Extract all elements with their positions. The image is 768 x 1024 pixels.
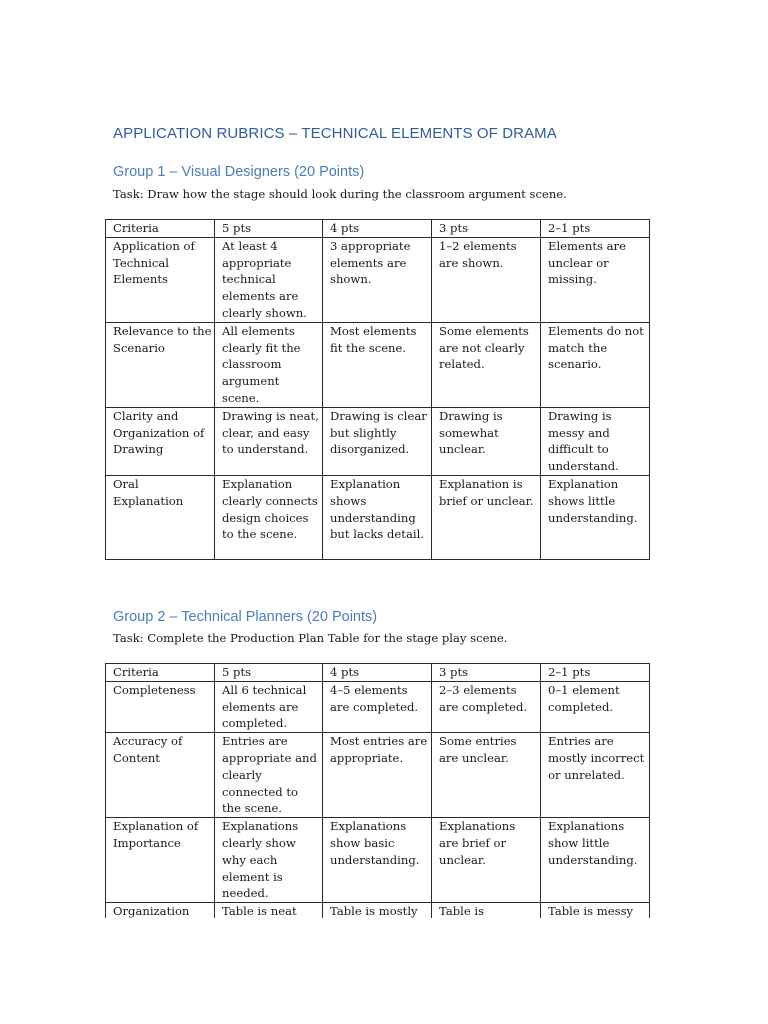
score-3-cell: Table is	[432, 903, 541, 918]
group2-task: Task: Complete the Production Plan Table for the stage play scene.	[113, 631, 508, 645]
score-4-cell: 4–5 elements are completed.	[323, 681, 432, 732]
header-4-pts: 4 pts	[323, 664, 432, 682]
header-2-1-pts: 2–1 pts	[541, 664, 650, 682]
score-5-cell: All 6 technical elements are completed.	[215, 681, 323, 732]
criteria-cell: Explanation of Importance	[106, 818, 215, 903]
criteria-cell: Completeness	[106, 681, 215, 732]
score-4-cell: Most elements fit the scene.	[323, 322, 432, 407]
group2-heading: Group 2 – Technical Planners (20 Points)	[113, 609, 378, 625]
criteria-cell: Organization	[106, 903, 215, 918]
table-row	[106, 818, 650, 903]
score-4-cell: Explanations show basic understanding.	[323, 818, 432, 903]
score-5-cell: Explanation clearly connects design choices to the scene.	[215, 475, 323, 559]
page-title: APPLICATION RUBRICS – TECHNICAL ELEMENTS OF DRAMA	[113, 125, 557, 142]
header-2-1-pts: 2–1 pts	[541, 220, 650, 238]
score-2-1-cell: Explanation shows little understanding.	[541, 475, 650, 559]
score-5-cell: At least 4 appropriate technical elements are clearly shown.	[215, 237, 323, 322]
score-3-cell: 2–3 elements are completed.	[432, 681, 541, 732]
score-4-cell: 3 appropriate elements are shown.	[323, 237, 432, 322]
score-2-1-cell: 0–1 element completed.	[541, 681, 650, 732]
score-4-cell: Table is mostly	[323, 903, 432, 918]
header-criteria: Criteria	[106, 664, 215, 682]
score-2-1-cell: Elements are unclear or missing.	[541, 237, 650, 322]
criteria-cell: Clarity and Organization of Drawing	[106, 407, 215, 475]
table-row	[106, 733, 650, 818]
score-5-cell: Drawing is neat, clear, and easy to understand.	[215, 407, 323, 475]
score-2-1-cell: Explanations show little understanding.	[541, 818, 650, 903]
score-3-cell: Some elements are not clearly related.	[432, 322, 541, 407]
table-header-row	[106, 664, 650, 682]
group1-task: Task: Draw how the stage should look during the classroom argument scene.	[113, 187, 567, 201]
header-3-pts: 3 pts	[432, 664, 541, 682]
header-5-pts: 5 pts	[215, 664, 323, 682]
criteria-cell: Relevance to the Scenario	[106, 322, 215, 407]
score-5-cell: All elements clearly fit the classroom argument scene.	[215, 322, 323, 407]
table-row	[106, 903, 650, 918]
criteria-cell: Oral Explanation	[106, 475, 215, 559]
header-criteria: Criteria	[106, 220, 215, 238]
score-5-cell: Explanations clearly show why each element is needed.	[215, 818, 323, 903]
score-3-cell: 1–2 elements are shown.	[432, 237, 541, 322]
score-2-1-cell: Entries are mostly incorrect or unrelated.	[541, 733, 650, 818]
score-4-cell: Drawing is clear but slightly disorganized.	[323, 407, 432, 475]
score-3-cell: Explanations are brief or unclear.	[432, 818, 541, 903]
score-4-cell: Most entries are appropriate.	[323, 733, 432, 818]
score-2-1-cell: Elements do not match the scenario.	[541, 322, 650, 407]
header-3-pts: 3 pts	[432, 220, 541, 238]
score-3-cell: Explanation is brief or unclear.	[432, 475, 541, 559]
group2-rubric-table	[105, 663, 650, 918]
criteria-cell: Application of Technical Elements	[106, 237, 215, 322]
score-3-cell: Some entries are unclear.	[432, 733, 541, 818]
score-2-1-cell: Table is messy	[541, 903, 650, 918]
criteria-cell: Accuracy of Content	[106, 733, 215, 818]
score-3-cell: Drawing is somewhat unclear.	[432, 407, 541, 475]
group1-heading: Group 1 – Visual Designers (20 Points)	[113, 164, 365, 180]
header-4-pts: 4 pts	[323, 220, 432, 238]
score-2-1-cell: Drawing is messy and difficult to understand.	[541, 407, 650, 475]
table-row	[106, 681, 650, 732]
score-5-cell: Table is neat	[215, 903, 323, 918]
header-5-pts: 5 pts	[215, 220, 323, 238]
score-5-cell: Entries are appropriate and clearly connected to the scene.	[215, 733, 323, 818]
score-4-cell: Explanation shows understanding but lacks detail.	[323, 475, 432, 559]
